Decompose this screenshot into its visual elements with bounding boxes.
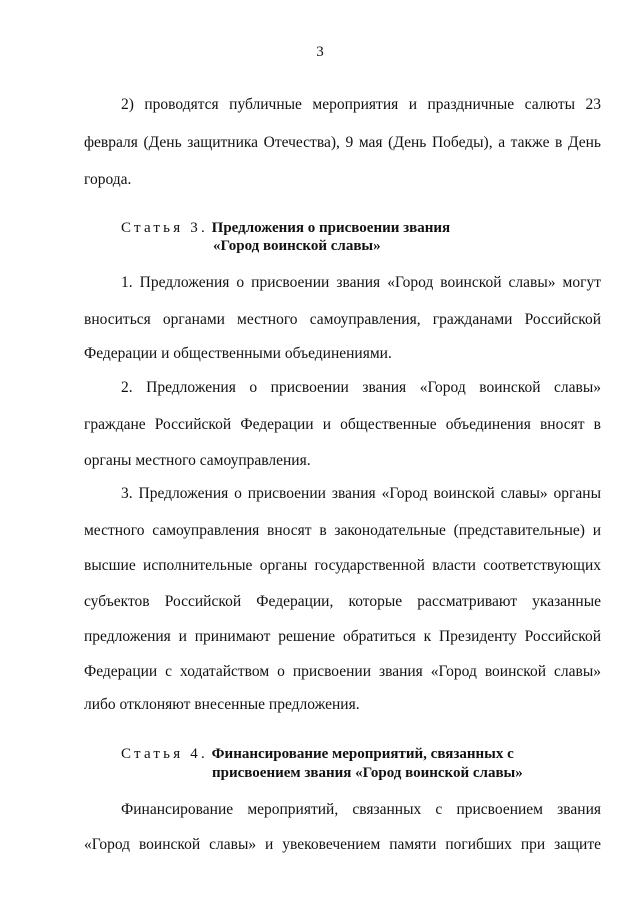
article-4-title-line-1: Финансирование мероприятий, связанных с [211, 746, 514, 762]
article-4-title-line-2: присвоением звания «Город воинской славы» [212, 765, 523, 781]
intro-line-3: города. [84, 171, 132, 188]
article-3-p3-line-4: субъектов Российской Федерации, которые рассматривают указанные [84, 593, 601, 610]
article-3-p1-line-1: 1. Предложения о присвоении звания «Город воинской славы» могут [121, 274, 601, 291]
article-3-p3-line-2: местного самоуправления вносят в законодательные (представительные) и [84, 522, 601, 539]
intro-line-2: февраля (День защитника Отечества), 9 мая (День Победы), а также в День [84, 134, 601, 151]
article-3-heading [121, 219, 450, 237]
article-4-p1-line-2: «Город воинской славы» и увековечением памяти погибших при защите [84, 836, 601, 853]
article-4-p1-line-1: Финансирование мероприятий, связанных с присвоением звания [121, 801, 601, 818]
article-3-label: Статья 3. [121, 220, 208, 236]
article-4-label: Статья 4. [121, 746, 208, 762]
article-3-p2-line-1: 2. Предложения о присвоении звания «Город воинской славы» [121, 379, 601, 396]
article-3-p3-line-3: высшие исполнительные органы государственной власти соответствующих [84, 557, 601, 574]
article-3-p3-line-5: предложения и принимают решение обратиться к Президенту Российской [84, 628, 601, 645]
article-3-title-line-2: «Город воинской славы» [213, 238, 381, 254]
article-3-p2-line-2: граждане Российской Федерации и общественные объединения вносят в [84, 416, 601, 433]
article-4-heading [121, 745, 514, 763]
article-3-p3-line-6: Федерации с ходатайством о присвоении звания «Город воинской славы» [84, 663, 601, 680]
article-3-p2-line-3: органы местного самоуправления. [84, 452, 311, 469]
article-3-p1-line-2: вноситься органами местного самоуправления, гражданами Российской [84, 311, 601, 328]
article-3-p1-line-3: Федерации и общественными объединениями. [84, 345, 392, 362]
article-3-p3-line-1: 3. Предложения о присвоении звания «Город воинской славы» органы [121, 485, 601, 502]
intro-line-1: 2) проводятся публичные мероприятия и праздничные салюты 23 [121, 96, 601, 113]
page-number: 3 [316, 44, 324, 60]
article-3-title-line-1: Предложения о присвоении звания [211, 220, 451, 236]
article-3-p3-line-7: либо отклоняют внесенные предложения. [84, 696, 360, 713]
